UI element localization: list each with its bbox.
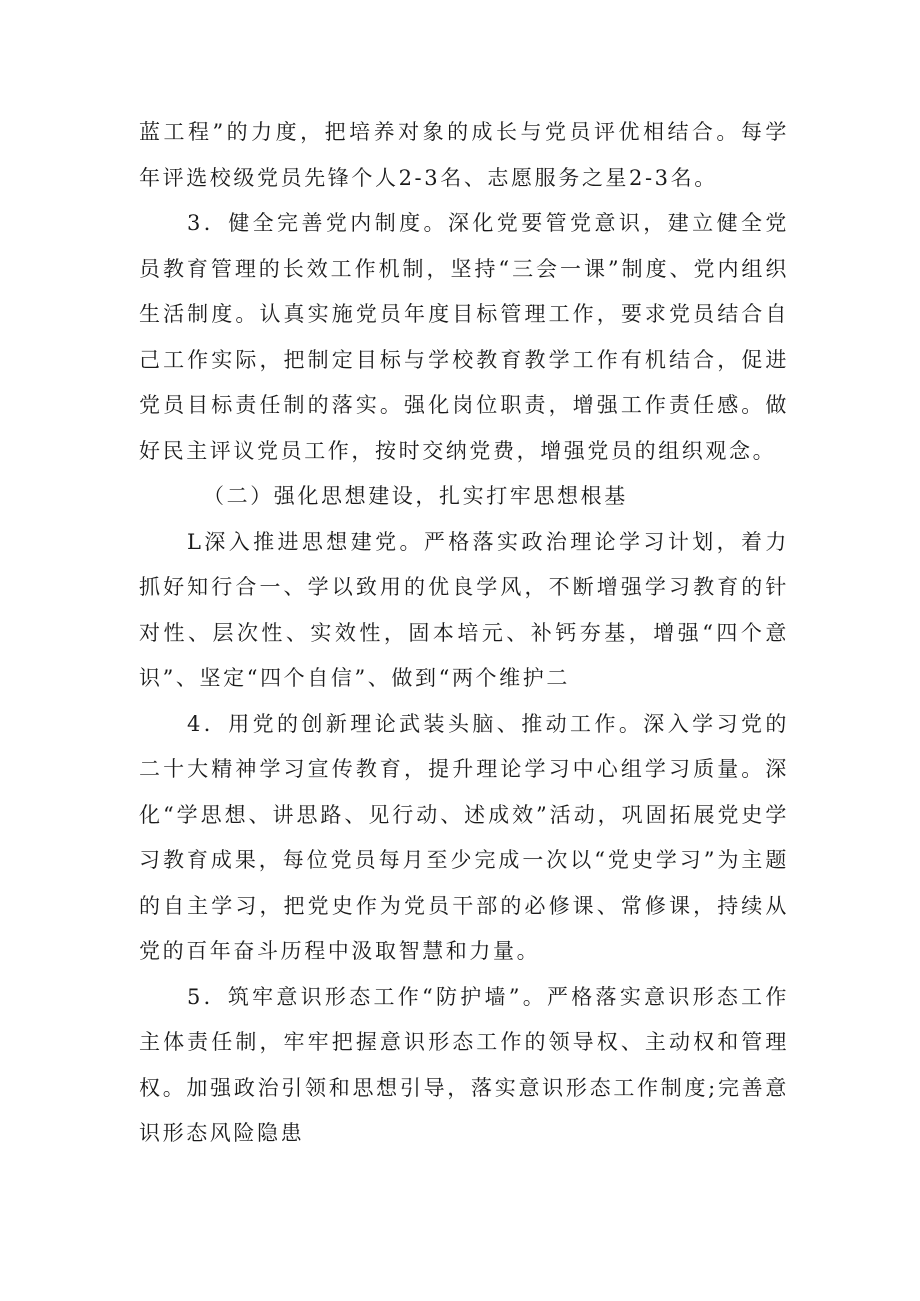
paragraph-item-3: 3．健全完善党内制度。深化党要管党意识，建立健全党员教育管理的长效工作机制，坚持“三会一课”制度、党内组织生活制度。认真实施党员年度目标管理工作，要求党员结合自己工作实际，把制定目标与学校教育教学工作有机结合，促进党员目标责任制的落实。强化岗位职责，增强工作责任感。做好民主评议党员工作，按时交纳党费，增强党员的组织观念。 (139, 211, 789, 463)
paragraph-continuation: 蓝工程”的力度，把培养对象的成长与党员评优相结合。每学年评选校级党员先锋个人2-3名、志愿服务之星2-3名。 (139, 120, 789, 190)
paragraph-item-4: 4．用党的创新理论武装头脑、推动工作。深入学习党的二十大精神学习宣传教育，提升理论学习中心组学习质量。深化“学思想、讲思路、见行动、述成效”活动，巩固拓展党史学习教育成果，每位党员每月至少完成一次以“党史学习”为主题的自主学习，把党史作为党员干部的必修课、常修课，持续从党的百年奋斗历程中汲取智慧和力量。 (139, 711, 789, 963)
document-page (139, 110, 789, 1157)
paragraph-item-1: L深入推进思想建党。严格落实政治理论学习计划，着力抓好知行合一、学以致用的优良学风，不断增强学习教育的针对性、层次性、实效性，固本培元、补钙夯基，增强“四个意识”、坚定“四个自信”、做到“两个维护二 (139, 529, 789, 690)
paragraph-item-5: 5．筑牢意识形态工作“防护墙”。严格落实意识形态工作主体责任制，牢牢把握意识形态工作的领导权、主动权和管理权。加强政治引领和思想引导，落实意识形态工作制度;完善意识形态风险隐患 (139, 984, 789, 1145)
section-heading: （二）强化思想建设，扎实打牢思想根基 (203, 484, 628, 508)
